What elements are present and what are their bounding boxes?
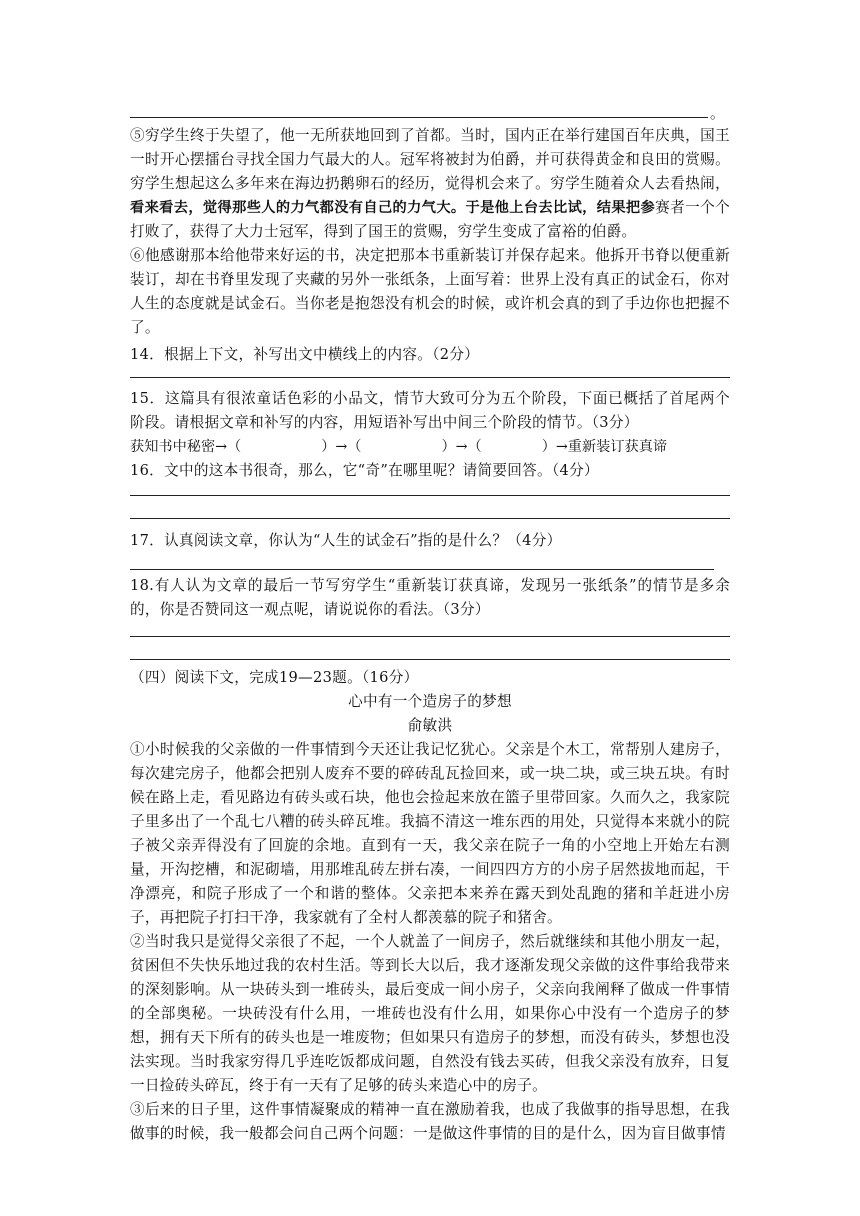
- question-17: 17．认真阅读文章，你认为“人生的试金石”指的是什么？（4分）: [130, 532, 562, 549]
- plot-flow: [130, 435, 730, 459]
- paragraph-number: ①: [130, 741, 146, 758]
- paragraph-text: 当时我只是觉得父亲很了不起，一个人就盖了一间房子，然后就继续和其他小朋友一起，贫困但不失快乐地过我的农村生活。等到长大以后，我才逐渐发现父亲做的这件事给我带来的深刻影响。从一块砖头到一堆砖头，最后变成一间小房子，父亲向我阐释了做成一件事情的全部奥秘。一块砖没有什么用，一堆砖也没有什么用，如果你心中没有一个造房子的梦想，拥有天下所有的砖头也是一堆废物；但如果只有造房子的梦想，而没有砖头，梦想也没法实现。当时我家穷得几乎连吃饭都成问题，自然没有钱去买砖，但我父亲没有放弃，日复一日捡砖头碎瓦，终于有一天有了足够的砖头来造心中的房子。: [130, 933, 731, 1094]
- exam-page: [130, 96, 730, 1146]
- paragraph-text: 他感谢那本给他带来好运的书，决定把那本书重新装订并保存起来。他拆开书脊以便重新装订，却在书脊里发现了夹藏的另外一张纸条，上面写着：世界上没有真正的试金石，你对人生的态度就是试金石。当你老是抱怨没有机会的时候，或许机会真的到了手边你也把握不了。: [130, 247, 731, 336]
- answer-line-16a[interactable]: [130, 495, 730, 496]
- question-16: 16．文中的这本书很奇，那么，它“奇”在哪里呢？请简要回答。（4分）: [130, 462, 599, 479]
- question-18: 18.有人认为文章的最后一节写穷学生“重新装订获真谛，发现另一张纸条”的情节是多余的，你是否赞同这一观点呢，请说说你的看法。（3分）: [130, 577, 730, 618]
- paragraph-number: ⑥: [130, 247, 146, 264]
- answer-line-16b[interactable]: [130, 518, 730, 519]
- flow-end: ）→重新装订获真谛: [541, 439, 668, 455]
- paragraph-5: [130, 124, 730, 244]
- period-mark: 。: [710, 105, 725, 122]
- article-paragraph-1: [130, 738, 730, 930]
- paragraph-text: 穷学生终于失望了，他一无所获地回到了首都。当时，国内正在举行建国百年庆典，国王一时开心摆擂台寻找全国力气最大的人。冠军将被封为伯爵，并可获得黄金和良田的赏赐。穷学生想起这么多年来在海边扔鹅卵石的经历，觉得机会来了。穷学生随着众人去看热闹，: [130, 127, 731, 192]
- flow-blank-2[interactable]: [361, 435, 441, 459]
- answer-line-14[interactable]: [130, 377, 730, 378]
- flow-start: 获知书中秘密→（: [130, 439, 242, 455]
- answer-line-18b[interactable]: [130, 659, 730, 660]
- paragraph-text: 后来的日子里，这件事情凝聚成的精神一直在激励着我，也成了我做事的指导思想，在我做事的时候，我一般都会问自己两个问题：一是做这件事情的目的是什么，因为盲目做事情: [130, 1101, 731, 1142]
- paragraph-number: ③: [130, 1101, 146, 1118]
- flow-blank-3[interactable]: [482, 435, 542, 459]
- article-paragraph-2: [130, 930, 730, 1098]
- question-15: 15．这篇具有很浓童话色彩的小品文，情节大致可分为五个阶段，下面已概括了首尾两个阶段。请根据文章和补写的内容，用短语补写出中间三个阶段的情节。（3分）: [130, 390, 730, 431]
- question-14: 14．根据上下文，补写出文中横线上的内容。（2分）: [130, 346, 480, 363]
- paragraph-number: ②: [130, 933, 146, 950]
- answer-line-17[interactable]: [130, 569, 714, 570]
- flow-blank-1[interactable]: [241, 435, 321, 459]
- article-paragraph-3: [130, 1098, 730, 1146]
- article-author: 俞敏洪: [407, 717, 453, 734]
- paragraph-number: ⑤: [130, 127, 146, 144]
- flow-arrow: ）→（: [441, 439, 482, 455]
- paragraph-6: [130, 244, 730, 340]
- article-title: 心中有一个造房子的梦想: [348, 693, 512, 710]
- bold-text: 看来看去，觉得那些人的力气都没有自己的力气大。于是他上台去比试，结果把参: [130, 200, 656, 216]
- answer-line-top: [130, 96, 730, 122]
- paragraph-text: 小时候我的父亲做的一件事情到今天还让我记忆犹心。父亲是个木工，常帮别人建房子，每次建完房子，他都会把别人废弃不要的碎砖乱瓦捡回来，或一块二块，或三块五块。有时候在路上走，看见路边有砖头或石块，他也会捡起来放在篮子里带回家。久而久之，我家院子里多出了一个乱七八糟的砖头碎瓦堆。我搞不清这一堆东西的用处，只觉得本来就小的院子被父亲弄得没有了回旋的余地。直到有一天，我父亲在院子一角的小空地上开始左右测量，开沟挖槽，和泥砌墙，用那堆乱砖左拼右凑，一间四四方方的小房子居然拔地而起，干净漂亮，和院子形成了一个和谐的整体。父亲把本来养在露天到处乱跑的猪和羊赶进小房子，再把院子打扫干净，我家就有了全村人都羡慕的院子和猪舍。: [130, 741, 731, 926]
- blank-line: [130, 117, 708, 118]
- answer-line-18a[interactable]: [130, 636, 730, 637]
- paragraph-text: 赛者一个个打败了，获得了大力士冠军，得到了国王的赏赐，穷学生变成了富裕的伯爵。: [130, 199, 730, 240]
- section-heading: （四）阅读下文，完成19—23题。（16分）: [130, 669, 419, 686]
- flow-arrow: ）→（: [321, 439, 362, 455]
